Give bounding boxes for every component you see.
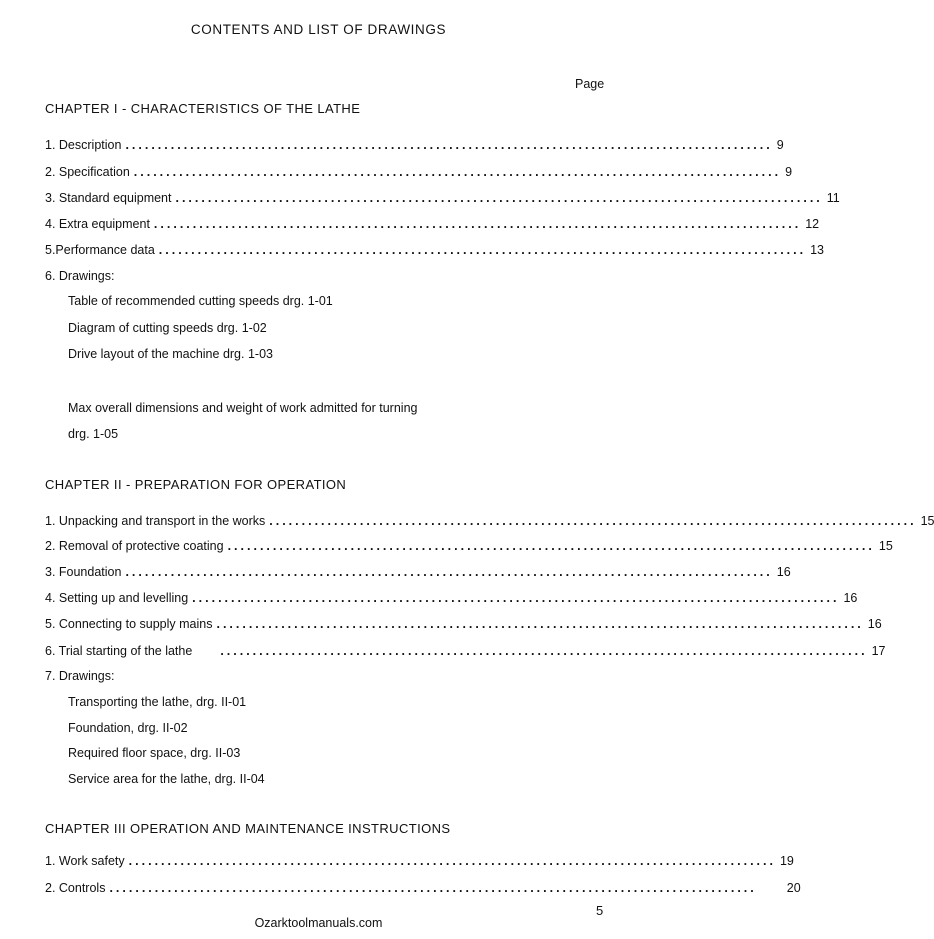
toc-entry — [45, 851, 794, 871]
toc-entry — [45, 536, 893, 556]
toc-entry-label: 2. Specification — [45, 165, 130, 179]
toc-entry-label: 5.Performance data — [45, 243, 155, 257]
dot-leader: .................................................................................................... — [125, 565, 773, 579]
toc-entry — [45, 614, 882, 634]
drawing-item: Transporting the lathe, drg. II-01 — [68, 695, 247, 709]
toc-entry — [45, 214, 820, 234]
toc-entry-label: 2. Controls — [45, 881, 106, 895]
drawing-item: Max overall dimensions and weight of work admitted for turning — [68, 401, 418, 415]
dot-leader: .................................................................................................... — [175, 191, 823, 205]
dot-leader: .................................................................................................... — [109, 881, 757, 895]
toc-entry — [45, 266, 114, 286]
toc-entry-page: 15 — [878, 539, 893, 553]
toc-entry-label: 7. Drawings: — [45, 669, 115, 683]
chapter-2-heading: CHAPTER II - PREPARATION FOR OPERATION — [45, 477, 347, 492]
toc-entry — [45, 588, 858, 608]
toc-entry-label: 3. Foundation — [45, 565, 122, 579]
dot-leader: .................................................................................................... — [133, 165, 782, 179]
toc-entry-page: 9 — [785, 165, 793, 179]
toc-entry — [45, 135, 784, 155]
toc-entry-label: 5. Connecting to supply mains — [45, 617, 213, 631]
dot-leader: .................................................................................................... — [153, 217, 802, 231]
toc-entry-page: 16 — [867, 617, 882, 631]
toc-entry-label: 1. Work safety — [45, 854, 125, 868]
toc-entry-label: 6. Trial starting of the lathe — [45, 644, 193, 658]
toc-entry-page: 19 — [779, 854, 794, 868]
drawing-item: Service area for the lathe, drg. II-04 — [68, 772, 265, 786]
toc-entry — [45, 666, 114, 686]
dot-leader: .................................................................................................... — [158, 243, 807, 257]
drawing-item: drg. 1-05 — [68, 427, 119, 441]
toc-entry-label: 3. Standard equipment — [45, 191, 172, 205]
toc-entry — [45, 878, 801, 898]
toc-entry-label: 2. Removal of protective coating — [45, 539, 224, 553]
toc-entry-label: 6. Drawings: — [45, 269, 115, 283]
toc-entry-page: 17 — [871, 644, 886, 658]
toc-entry-label: 1. Description — [45, 138, 122, 152]
drawing-item: Foundation, drg. II-02 — [68, 721, 188, 735]
toc-entry-label: 4. Setting up and levelling — [45, 591, 189, 605]
toc-entry-page: 12 — [805, 217, 820, 231]
toc-entry — [45, 511, 934, 531]
dot-leader: .................................................................................................... — [269, 514, 917, 528]
dot-leader: .................................................................................................... — [192, 591, 840, 605]
toc-entry — [45, 188, 840, 208]
toc-entry — [45, 641, 886, 661]
drawing-item: Table of recommended cutting speeds drg. 1-01 — [68, 294, 333, 308]
toc-entry-label: 4. Extra equipment — [45, 217, 150, 231]
dot-leader: .................................................................................................... — [220, 644, 868, 658]
dot-leader: .................................................................................................... — [125, 138, 773, 152]
drawing-item: Required floor space, drg. II-03 — [68, 746, 241, 760]
toc-entry — [45, 162, 793, 182]
chapter-3-heading: CHAPTER III OPERATION AND MAINTENANCE INSTRUCTIONS — [45, 821, 451, 836]
page-number: 5 — [596, 903, 604, 918]
toc-entry — [45, 240, 824, 260]
dot-leader: .................................................................................................... — [128, 854, 776, 868]
toc-entry-label: 1. Unpacking and transport in the works — [45, 514, 266, 528]
toc-entry-page: 9 — [776, 138, 784, 152]
dot-leader: .................................................................................................... — [216, 617, 864, 631]
toc-entry-page: 16 — [776, 565, 791, 579]
document-title: CONTENTS AND LIST OF DRAWINGS — [190, 22, 447, 37]
page-column-header: Page — [575, 77, 605, 91]
toc-entry-page: 13 — [810, 243, 824, 257]
toc-entry — [45, 562, 791, 582]
dot-leader: .................................................................................................... — [227, 539, 875, 553]
toc-entry-page: 15 — [920, 514, 934, 528]
toc-entry-page: 16 — [843, 591, 858, 605]
drawing-item: Diagram of cutting speeds drg. 1-02 — [68, 321, 267, 335]
toc-entry-page: 11 — [826, 191, 840, 205]
chapter-1-heading: CHAPTER I - CHARACTERISTICS OF THE LATHE — [45, 101, 361, 116]
footer-watermark: Ozarktoolmanuals.com — [254, 916, 383, 930]
toc-entry-page: 20 — [786, 881, 801, 895]
drawing-item: Drive layout of the machine drg. 1-03 — [68, 347, 273, 361]
